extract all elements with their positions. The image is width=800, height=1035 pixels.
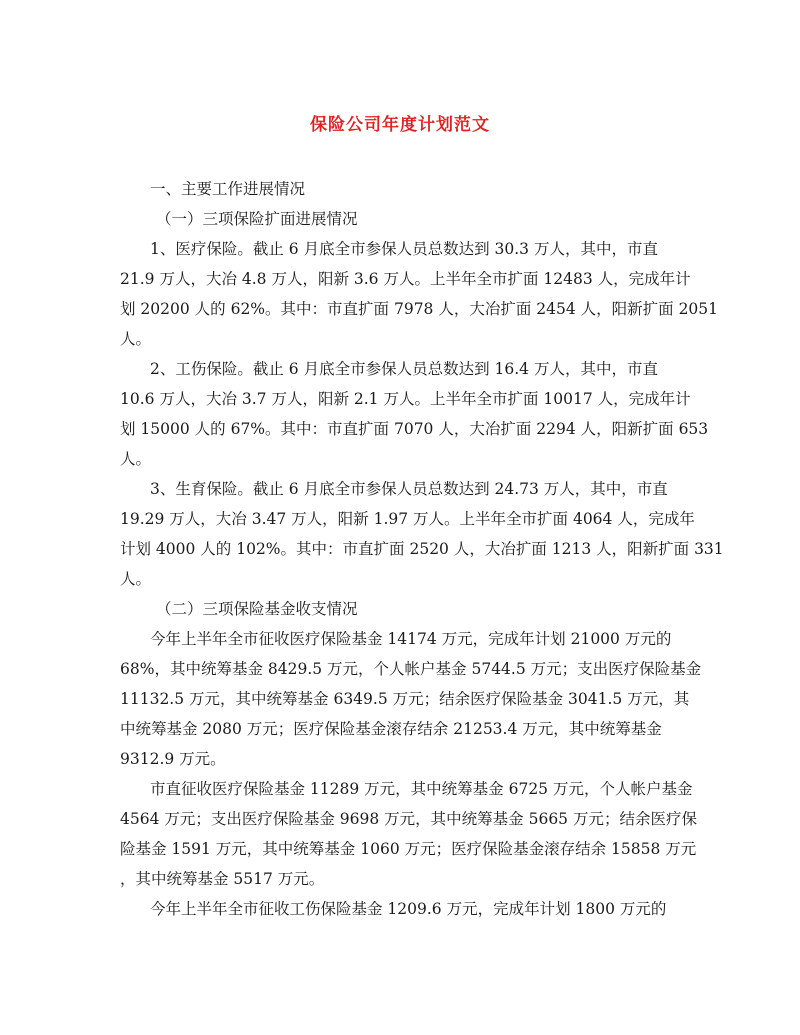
text-line: 1、医疗保险。截止 6 月底全市参保人员总数达到 30.3 万人，其中，市直 (150, 240, 658, 258)
text-line: ，其中统筹基金 5517 万元。 (120, 870, 325, 888)
text-line: 计划 4000 人的 102%。其中：市直扩面 2520 人，大冶扩面 1213 人，阳新扩面 331 (120, 540, 724, 558)
text-line: 2、工伤保险。截止 6 月底全市参保人员总数达到 16.4 万人，其中，市直 (150, 360, 658, 378)
text-line: 21.9 万人，大冶 4.8 万人，阳新 3.6 万人。上半年全市扩面 12483 人，完成年计 (120, 270, 691, 288)
text-line: 19.29 万人，大冶 3.47 万人，阳新 1.97 万人。上半年全市扩面 4064 人，完成年 (120, 510, 695, 528)
text-line: 今年上半年全市征收工伤保险基金 1209.6 万元，完成年计划 1800 万元的 (150, 900, 667, 918)
text-line: 人。 (120, 330, 152, 348)
text-line: 险基金 1591 万元，其中统筹基金 1060 万元；医疗保险基金滚存结余 15858 万元 (120, 840, 697, 858)
text-line: 68%，其中统筹基金 8429.5 万元，个人帐户基金 5744.5 万元；支出医疗保险基金 (120, 660, 702, 678)
paragraph-fund-city (120, 624, 702, 774)
text-line: 划 20200 人的 62%。其中：市直扩面 7978 人，大冶扩面 2454 人，阳新扩面 2051 (120, 300, 719, 318)
text-line: 4564 万元；支出医疗保险基金 9698 万元，其中统筹基金 5665 万元；结余医疗保 (120, 810, 697, 828)
text-line: 人。 (120, 450, 152, 468)
paragraph-medical-insurance (120, 234, 719, 354)
paragraph-fund-injury (120, 894, 680, 924)
document-title: 保险公司年度计划范文 (310, 115, 490, 135)
text-line: 3、生育保险。截止 6 月底全市参保人员总数达到 24.73 万人，其中，市直 (150, 480, 668, 498)
text-line: 10.6 万人，大冶 3.7 万人，阳新 2.1 万人。上半年全市扩面 10017 人，完成年计 (120, 390, 691, 408)
paragraph-injury-insurance (120, 354, 709, 474)
text-line: 11132.5 万元，其中统筹基金 6349.5 万元；结余医疗保险基金 3041.5 万元，其 (120, 690, 690, 708)
text-line: 中统筹基金 2080 万元；医疗保险基金滚存结余 21253.4 万元，其中统筹基金 (120, 720, 662, 738)
subsection-heading-expansion: （一）三项保险扩面进展情况 (156, 210, 358, 228)
paragraph-fund-direct (120, 774, 697, 894)
text-line: 人。 (120, 570, 152, 588)
paragraph-maternity-insurance (120, 474, 724, 594)
text-line: 划 15000 人的 67%。其中：市直扩面 7070 人，大冶扩面 2294 人，阳新扩面 653 (120, 420, 709, 438)
text-line: 今年上半年全市征收医疗保险基金 14174 万元，完成年计划 21000 万元的 (150, 630, 672, 648)
document-body (120, 174, 724, 924)
text-line: 市直征收医疗保险基金 11289 万元，其中统筹基金 6725 万元，个人帐户基金 (150, 780, 693, 798)
text-line: 9312.9 万元。 (120, 750, 226, 768)
subsection-heading-fund: （二）三项保险基金收支情况 (156, 600, 358, 618)
section-heading-main-progress: 一、主要工作进展情况 (150, 180, 306, 198)
